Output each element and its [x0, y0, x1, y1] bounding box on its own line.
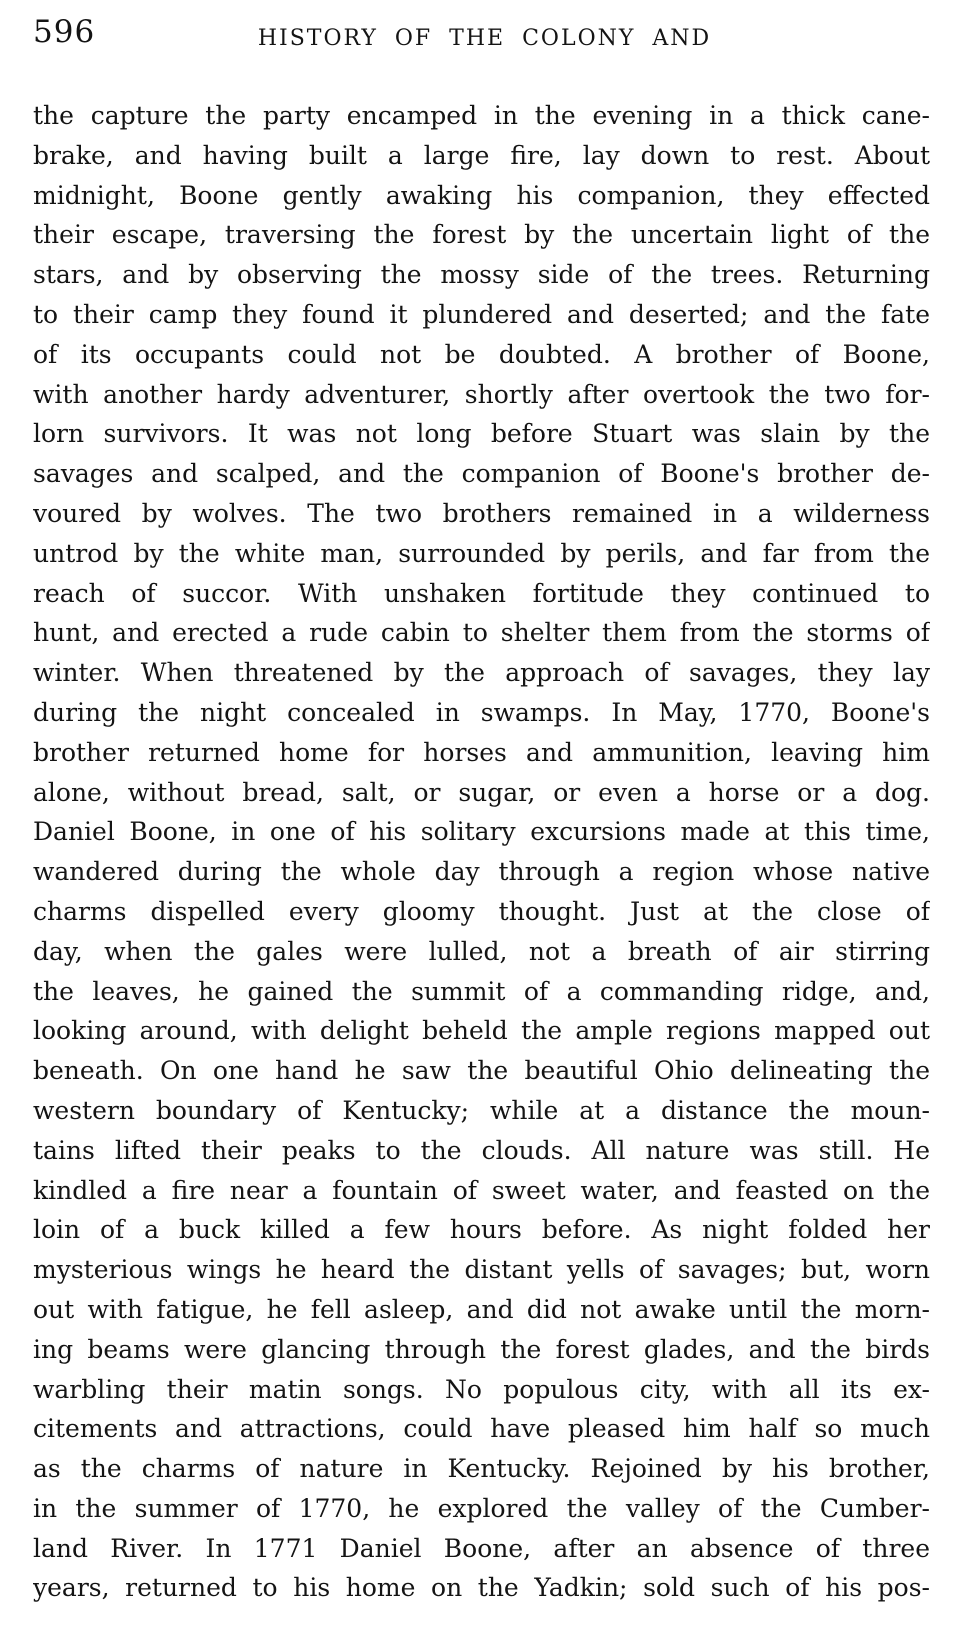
text-line: land River. In 1771 Daniel Boone, after an absence of three [33, 1533, 930, 1563]
text-line: Daniel Boone, in one of his solitary excursions made at this time, [33, 817, 930, 847]
running-header [0, 0, 969, 90]
text-line: in the summer of 1770, he explored the valley of the Cumber- [33, 1493, 930, 1523]
text-line: during the night concealed in swamps. In May, 1770, Boone's [33, 697, 930, 727]
text-line: of its occupants could not be doubted. A brother of Boone, [33, 339, 930, 369]
text-line: to their camp they found it plundered and deserted; and the fate [33, 299, 930, 329]
text-line: brake, and having built a large fire, lay down to rest. About [33, 140, 930, 170]
text-line: citements and attractions, could have pleased him half so much [33, 1414, 930, 1444]
page-body-text [33, 96, 930, 1608]
text-line: warbling their matin songs. No populous city, with all its ex- [33, 1374, 930, 1404]
running-header-title: HISTORY OF THE COLONY AND [257, 26, 712, 51]
text-line: mysterious wings he heard the distant yells of savages; but, worn [33, 1255, 930, 1285]
text-line: savages and scalped, and the companion of Boone's brother de- [33, 459, 930, 489]
text-line: wandered during the whole day through a region whose native [33, 857, 930, 887]
text-line: years, returned to his home on the Yadkin; sold such of his pos- [33, 1573, 930, 1603]
text-line: reach of succor. With unshaken fortitude they continued to [33, 578, 930, 608]
page-number: 596 [33, 14, 96, 50]
text-line: the leaves, he gained the summit of a commanding ridge, and, [33, 976, 930, 1006]
text-line: lorn survivors. It was not long before Stuart was slain by the [33, 419, 930, 449]
text-line: brother returned home for horses and ammunition, leaving him [33, 737, 930, 767]
text-line: ing beams were glancing through the forest glades, and the birds [33, 1334, 930, 1364]
text-line: loin of a buck killed a few hours before. As night folded her [33, 1215, 930, 1245]
text-line: kindled a fire near a fountain of sweet water, and feasted on the [33, 1175, 930, 1205]
text-line: stars, and by observing the mossy side of the trees. Returning [33, 260, 930, 290]
text-line: winter. When threatened by the approach of savages, they lay [33, 658, 930, 688]
text-line: day, when the gales were lulled, not a breath of air stirring [33, 936, 930, 966]
text-line: with another hardy adventurer, shortly after overtook the two for- [33, 379, 930, 409]
text-line: western boundary of Kentucky; while at a distance the moun- [33, 1095, 930, 1125]
text-line: charms dispelled every gloomy thought. Just at the close of [33, 896, 930, 926]
text-line: out with fatigue, he fell asleep, and did not awake until the morn- [33, 1294, 930, 1324]
text-line: their escape, traversing the forest by the uncertain light of the [33, 220, 930, 250]
text-line: the capture the party encamped in the evening in a thick cane- [33, 101, 930, 130]
text-line: beneath. On one hand he saw the beautiful Ohio delineating the [33, 1056, 930, 1086]
text-line: voured by wolves. The two brothers remained in a wilderness [33, 498, 930, 528]
text-line: as the charms of nature in Kentucky. Rejoined by his brother, [33, 1454, 930, 1484]
text-line: untrod by the white man, surrounded by perils, and far from the [33, 538, 930, 568]
text-line: alone, without bread, salt, or sugar, or even a horse or a dog. [33, 777, 930, 807]
text-line: hunt, and erected a rude cabin to shelter them from the storms of [33, 618, 930, 648]
text-line: looking around, with delight beheld the ample regions mapped out [33, 1016, 930, 1046]
text-line: tains lifted their peaks to the clouds. All nature was still. He [33, 1135, 930, 1165]
text-line: midnight, Boone gently awaking his companion, they effected [33, 180, 930, 210]
